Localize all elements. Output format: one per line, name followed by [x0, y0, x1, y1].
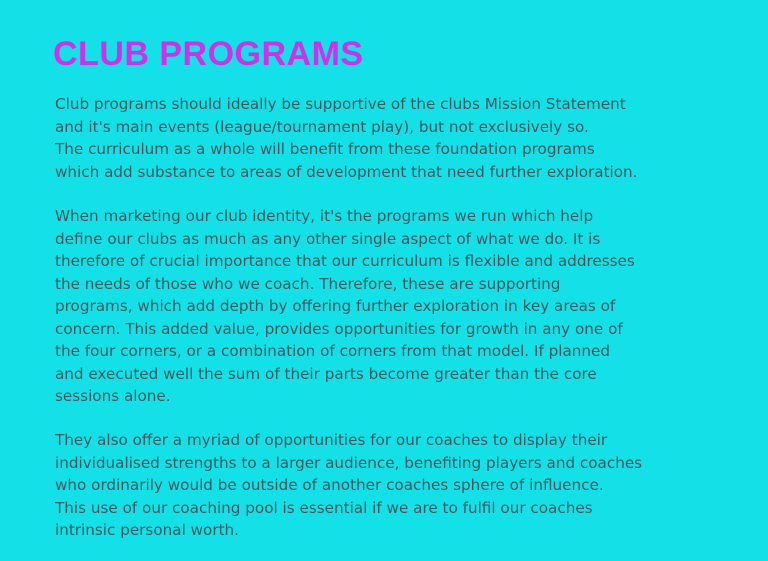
paragraph-marketing: [55, 205, 755, 408]
paragraph-line: They also offer a myriad of opportunities for our coaches to display their: [55, 431, 608, 449]
paragraph-line: sessions alone.: [55, 387, 171, 405]
paragraph-line: intrinsic personal worth.: [55, 521, 239, 539]
paragraph-intro: [55, 93, 755, 183]
paragraph-line: who ordinarily would be outside of another coaches sphere of influence.: [55, 476, 604, 494]
paragraph-line: When marketing our club identity, it's the programs we run which help: [55, 207, 594, 225]
paragraph-line: which add substance to areas of development that need further exploration.: [55, 162, 638, 181]
paragraph-line: concern. This added value, provides opportunities for growth in any one of: [55, 319, 623, 338]
paragraph-line: the needs of those who we coach. Therefore, these are supporting: [55, 274, 561, 293]
paragraph-line: individualised strengths to a larger audience, benefiting players and coaches: [55, 453, 643, 472]
paragraph-line: define our clubs as much as any other single aspect of what we do. It is: [55, 229, 601, 248]
paragraph-line: The curriculum as a whole will benefit from these foundation programs: [55, 140, 595, 158]
paragraph-line: and executed well the sum of their parts become greater than the core: [55, 364, 597, 383]
paragraph-line: the four corners, or a combination of corners from that model. If planned: [55, 342, 611, 360]
paragraph-line: and it's main events (league/tournament play), but not exclusively so.: [55, 117, 589, 136]
paragraph-coaches: [55, 429, 755, 542]
paragraph-line: therefore of crucial importance that our curriculum is flexible and addresses: [55, 252, 635, 270]
paragraph-line: This use of our coaching pool is essential if we are to fulfil our coaches: [55, 498, 593, 517]
paragraph-line: programs, which add depth by offering further exploration in key areas of: [55, 297, 616, 315]
page-title: CLUB PROGRAMS: [53, 35, 364, 73]
paragraph-line: Club programs should ideally be supportive of the clubs Mission Statement: [55, 95, 626, 113]
